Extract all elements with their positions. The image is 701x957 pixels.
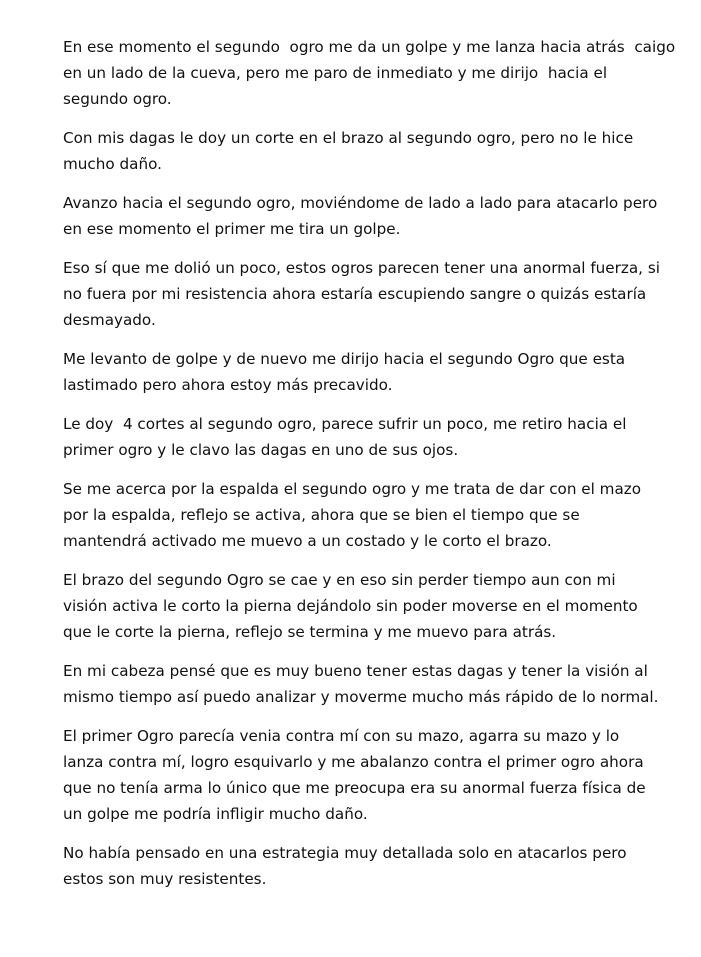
text-line: en un lado de la cueva, pero me paro de inmediato y me dirijo hacia el [63, 64, 608, 82]
paragraph [63, 567, 641, 645]
text-line: lanza contra mí, logro esquivarlo y me abalanzo contra el primer ogro ahora [63, 753, 644, 771]
paragraph [63, 346, 641, 398]
text-line: El brazo del segundo Ogro se cae y en eso sin perder tiempo aun con mi [63, 571, 616, 589]
text-line: no fuera por mi resistencia ahora estaría escupiendo sangre o quizás estaría [63, 285, 647, 303]
text-line: desmayado. [63, 311, 156, 329]
paragraph [63, 34, 676, 112]
document-body [63, 34, 676, 892]
paragraph [63, 411, 641, 463]
text-line: que no tenía arma lo único que me preocupa era su anormal fuerza física de [63, 779, 646, 797]
text-line: primer ogro y le clavo las dagas en uno de sus ojos. [63, 441, 459, 459]
paragraph [63, 190, 658, 242]
text-line: en ese momento el primer me tira un golpe. [63, 220, 401, 238]
text-line: Eso sí que me dolió un poco, estos ogros parecen tener una anormal fuerza, si [63, 259, 660, 277]
text-line: segundo ogro. [63, 90, 172, 108]
paragraph [63, 125, 641, 177]
text-line: estos son muy resistentes. [63, 870, 267, 888]
paragraph [63, 255, 660, 333]
text-line: que le corte la pierna, reflejo se termina y me muevo para atrás. [63, 623, 557, 641]
paragraph [63, 658, 659, 710]
text-line: Avanzo hacia el segundo ogro, moviéndome de lado a lado para atacarlo pero [63, 194, 658, 212]
text-line: lastimado pero ahora estoy más precavido. [63, 376, 393, 394]
text-line: por la espalda, reflejo se activa, ahora que se bien el tiempo que se [63, 506, 580, 524]
text-line: Con mis dagas le doy un corte en el brazo al segundo ogro, pero no le hice [63, 129, 634, 147]
text-line: Le doy 4 cortes al segundo ogro, parece sufrir un poco, me retiro hacia el [63, 415, 627, 433]
text-line: visión activa le corto la pierna dejándolo sin poder moverse en el momento [63, 597, 638, 615]
paragraph [63, 840, 641, 892]
paragraph [63, 723, 646, 827]
text-line: En ese momento el segundo ogro me da un golpe y me lanza hacia atrás caigo [63, 38, 676, 56]
text-line: mucho daño. [63, 155, 162, 173]
text-line: mantendrá activado me muevo a un costado y le corto el brazo. [63, 532, 552, 550]
paragraph [63, 476, 641, 554]
text-line: un golpe me podría infligir mucho daño. [63, 805, 368, 823]
text-line: No había pensado en una estrategia muy detallada solo en atacarlos pero [63, 844, 627, 862]
text-line: El primer Ogro parecía venia contra mí con su mazo, agarra su mazo y lo [63, 727, 620, 745]
text-line: Se me acerca por la espalda el segundo ogro y me trata de dar con el mazo [63, 480, 642, 498]
text-line: En mi cabeza pensé que es muy bueno tener estas dagas y tener la visión al [63, 662, 648, 680]
text-line: mismo tiempo así puedo analizar y moverme mucho más rápido de lo normal. [63, 688, 659, 706]
text-line: Me levanto de golpe y de nuevo me dirijo hacia el segundo Ogro que esta [63, 350, 626, 368]
